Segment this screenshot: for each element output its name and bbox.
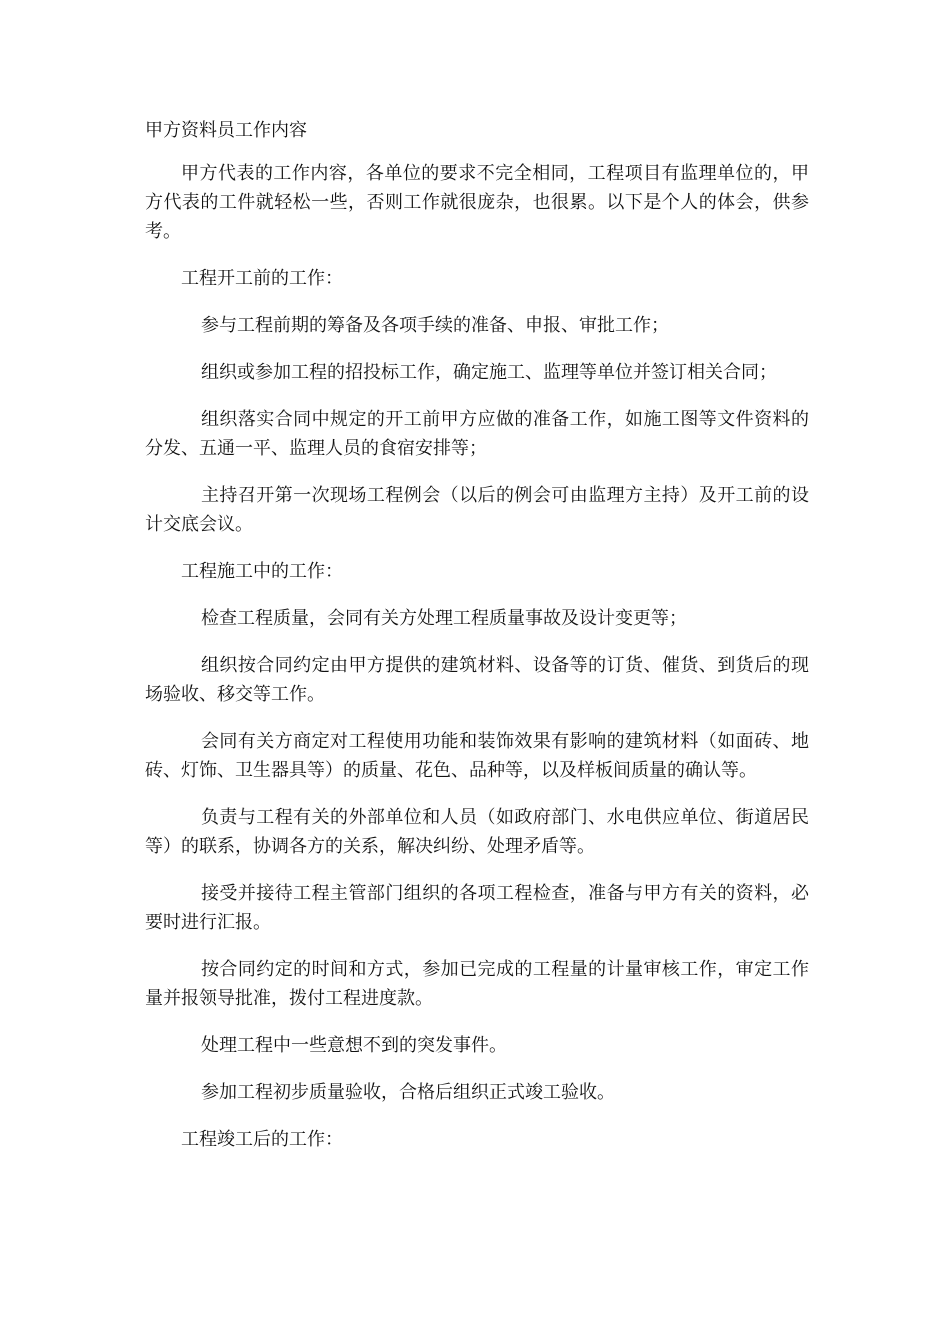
section-heading-during-construction: 工程施工中的工作：	[181, 561, 343, 582]
during-construction-item: 组织按合同约定由甲方提供的建筑材料、设备等的订货、催货、到货后的现场验收、移交等工作。	[145, 655, 809, 705]
during-construction-item: 负责与工程有关的外部单位和人员（如政府部门、水电供应单位、街道居民等）的联系，协调各方的关系，解决纠纷、处理矛盾等。	[145, 807, 809, 857]
during-construction-item: 参加工程初步质量验收，合格后组织正式竣工验收。	[201, 1082, 615, 1103]
during-construction-item: 处理工程中一些意想不到的突发事件。	[201, 1035, 507, 1056]
during-construction-item: 按合同约定的时间和方式，参加已完成的工程量的计量审核工作，审定工作量并报领导批准，拨付工程进度款。	[145, 959, 809, 1009]
during-construction-item: 检查工程质量，会同有关方处理工程质量事故及设计变更等；	[201, 608, 687, 629]
pre-construction-item: 组织落实合同中规定的开工前甲方应做的准备工作，如施工图等文件资料的分发、五通一平、监理人员的食宿安排等；	[145, 409, 809, 459]
pre-construction-item: 组织或参加工程的招投标工作，确定施工、监理等单位并签订相关合同；	[201, 362, 777, 383]
pre-construction-item: 参与工程前期的筹备及各项手续的准备、申报、审批工作；	[201, 315, 669, 336]
section-heading-pre-construction: 工程开工前的工作：	[181, 268, 343, 289]
section-heading-post-completion: 工程竣工后的工作：	[181, 1129, 343, 1150]
document-title: 甲方资料员工作内容	[145, 120, 307, 141]
intro-paragraph: 甲方代表的工作内容，各单位的要求不完全相同，工程项目有监理单位的，甲方代表的工件就轻松一些，否则工作就很庞杂，也很累。以下是个人的体会，供参考。	[145, 163, 809, 242]
pre-construction-item: 主持召开第一次现场工程例会（以后的例会可由监理方主持）及开工前的设计交底会议。	[145, 485, 809, 535]
document-page	[145, 117, 809, 1172]
during-construction-item: 会同有关方商定对工程使用功能和装饰效果有影响的建筑材料（如面砖、地砖、灯饰、卫生器具等）的质量、花色、品种等，以及样板间质量的确认等。	[145, 731, 809, 781]
during-construction-item: 接受并接待工程主管部门组织的各项工程检查，准备与甲方有关的资料，必要时进行汇报。	[145, 883, 809, 933]
